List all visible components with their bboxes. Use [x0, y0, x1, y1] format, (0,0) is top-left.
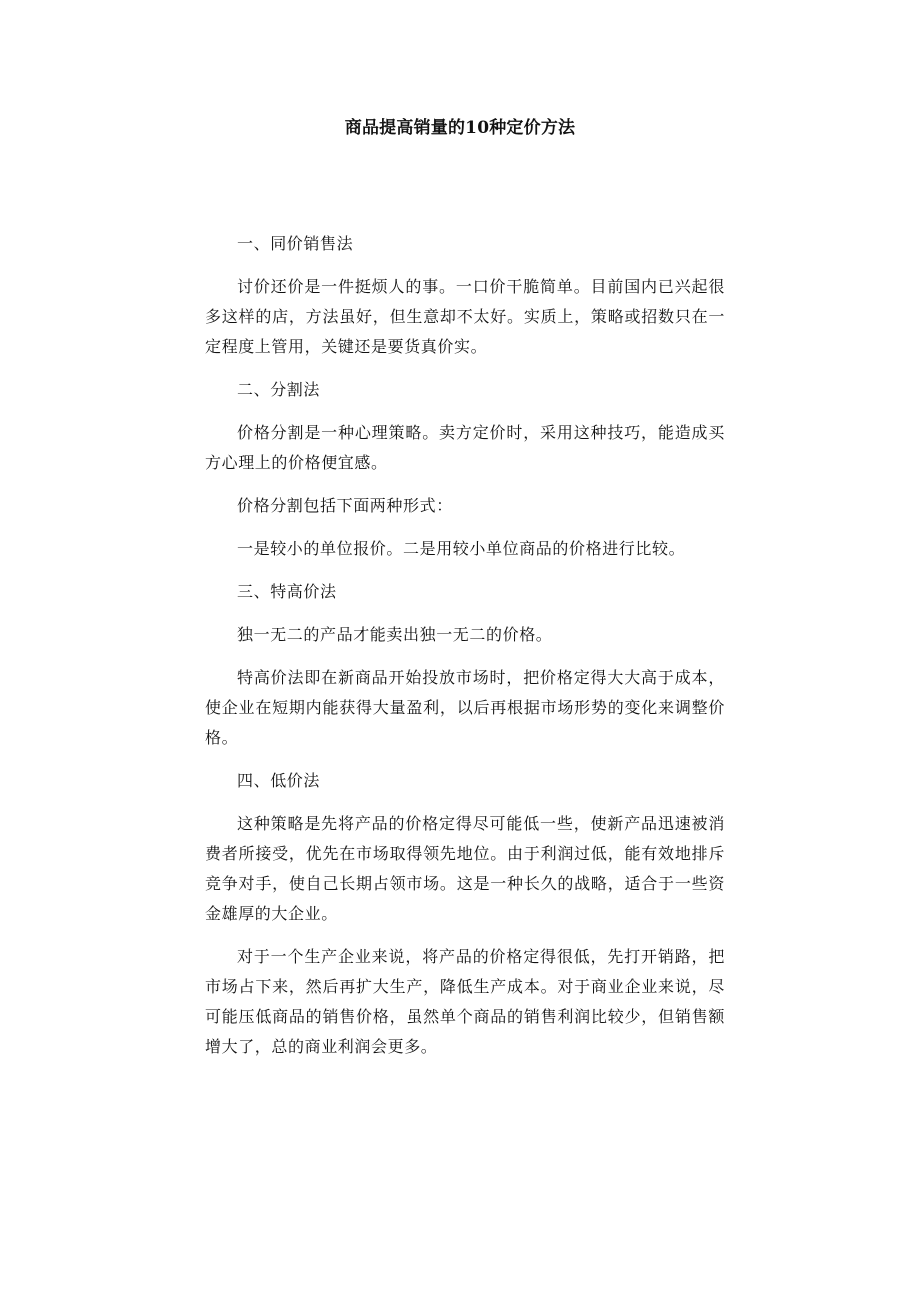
document-body	[205, 229, 725, 1075]
paragraph: 独一无二的产品才能卖出独一无二的价格。	[237, 625, 553, 644]
document-title: 商品提高销量的10种定价方法	[344, 118, 576, 138]
section-heading-3: 三、特高价法	[237, 582, 337, 601]
paragraph: 对于一个生产企业来说，将产品的价格定得很低，先打开销路，把市场占下来，然后再扩大生产，降低生产成本。对于商业企业来说，尽可能压低商品的销售价格，虽然单个商品的销售利润比较少，但销售额增大了，总的商业利润会更多。	[205, 947, 725, 1056]
section-heading-1: 一、同价销售法	[237, 234, 354, 253]
paragraph: 一是较小的单位报价。二是用较小单位商品的价格进行比较。	[237, 539, 686, 558]
paragraph: 这种策略是先将产品的价格定得尽可能低一些，使新产品迅速被消费者所接受，优先在市场取得领先地位。由于利润过低，能有效地排斥竞争对手，使自己长期占领市场。这是一种长久的战略，适合于一些资金雄厚的大企业。	[205, 814, 725, 923]
paragraph: 讨价还价是一件挺烦人的事。一口价干脆简单。目前国内已兴起很多这样的店，方法虽好，但生意却不太好。实质上，策略或招数只在一定程度上管用，关键还是要货真价实。	[205, 277, 725, 356]
paragraph: 特高价法即在新商品开始投放市场时，把价格定得大大高于成本，使企业在短期内能获得大量盈利，以后再根据市场形势的变化来调整价格。	[205, 668, 725, 747]
section-heading-2: 二、分割法	[237, 380, 321, 399]
paragraph: 价格分割是一种心理策略。卖方定价时，采用这种技巧，能造成买方心理上的价格便宜感。	[205, 423, 725, 472]
paragraph: 价格分割包括下面两种形式：	[237, 496, 453, 515]
section-heading-4: 四、低价法	[237, 771, 321, 790]
